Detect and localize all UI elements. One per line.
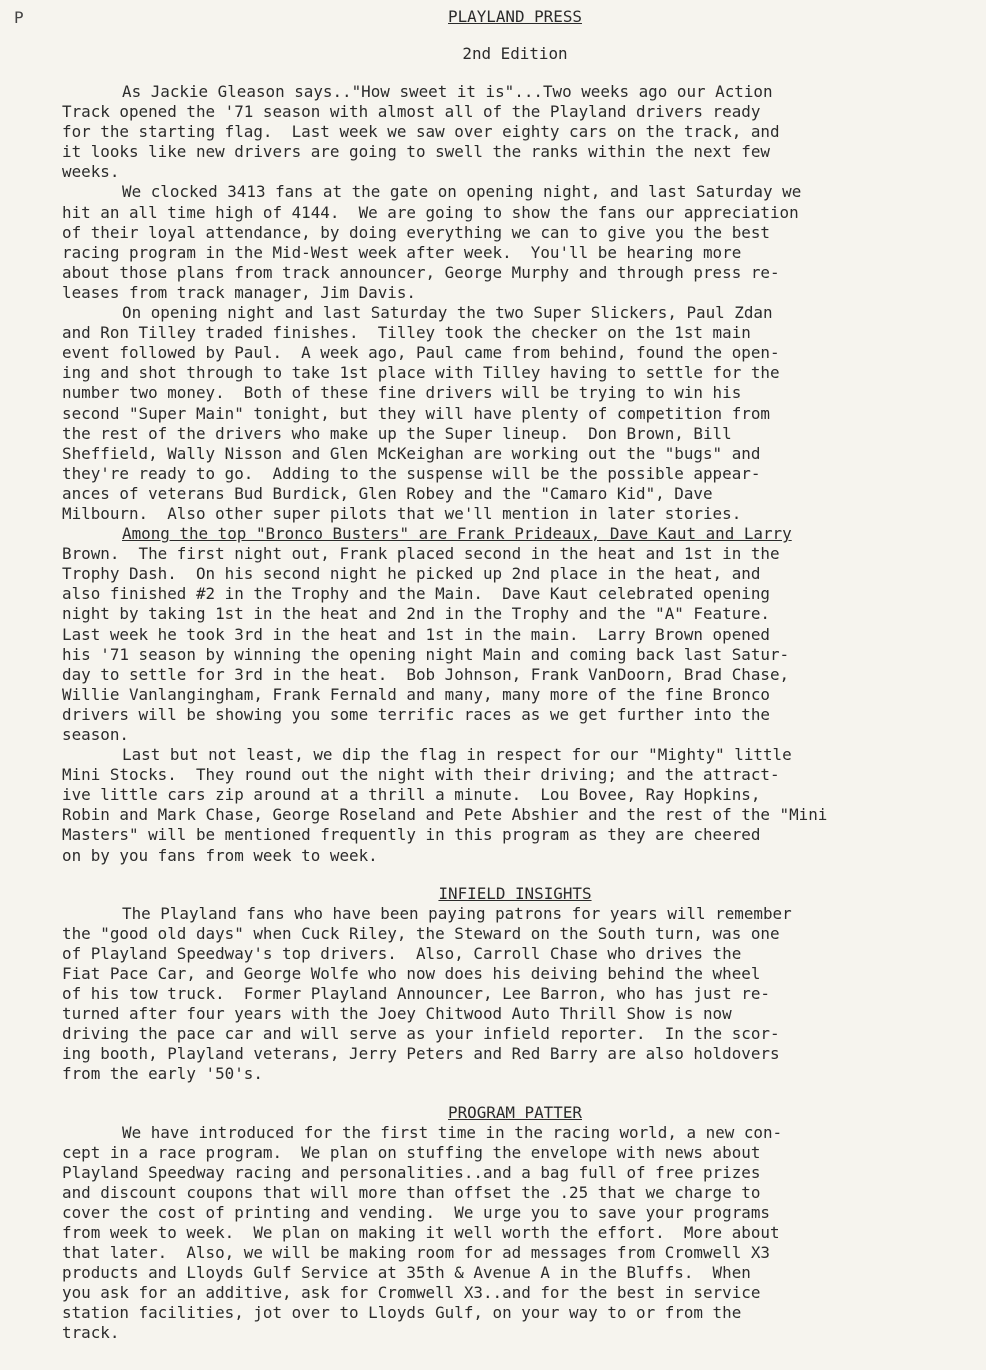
text-line: cept in a race program. We plan on stuffing the envelope with news about xyxy=(62,1142,761,1162)
text-line: the "good old days" when Cuck Riley, the Steward on the South turn, was one xyxy=(62,923,780,943)
text-line: Willie Vanlangingham, Frank Fernald and many, many more of the fine Bronco xyxy=(62,684,770,704)
text-line: of his tow truck. Former Playland Announcer, Lee Barron, who has just re- xyxy=(62,984,770,1004)
text-line: on by you fans from week to week. xyxy=(62,845,378,865)
text-line: and discount coupons that will more than offset the .25 that we charge to xyxy=(62,1182,761,1202)
text-line: that later. Also, we will be making room for ad messages from Cromwell X3 xyxy=(62,1243,770,1263)
text-line: drivers will be showing you some terrific races as we get further into the xyxy=(62,704,770,724)
text-line: ing and shot through to take 1st place with Tilley having to settle for the xyxy=(62,363,780,383)
section-infield-insights xyxy=(62,904,968,1085)
text-line: and Ron Tilley traded finishes. Tilley took the checker on the 1st main xyxy=(62,323,751,343)
text-line: As Jackie Gleason says.."How sweet it is"...Two weeks ago our Action xyxy=(122,82,773,101)
text-line: Robin and Mark Chase, George Roseland and Pete Abshier and the rest of the "Mini xyxy=(62,805,828,825)
document xyxy=(62,6,968,1344)
text-line: hit an all time high of 4144. We are going to show the fans our appreciation xyxy=(62,202,799,222)
text-line: his '71 season by winning the opening night Main and coming back last Satur- xyxy=(62,644,790,664)
text-line: season. xyxy=(62,725,129,744)
text-line: Last but not least, we dip the flag in respect for our "Mighty" little xyxy=(122,745,792,765)
text-line: the rest of the drivers who make up the Super lineup. Don Brown, Bill xyxy=(62,423,732,443)
text-line: cover the cost of printing and vending. We urge you to save your programs xyxy=(62,1202,770,1222)
text-line: Mini Stocks. They round out the night with their driving; and the attract- xyxy=(62,765,780,785)
text-line: Playland Speedway racing and personalities..and a bag full of free prizes xyxy=(62,1162,761,1182)
text-line: Last week he took 3rd in the heat and 1st in the main. Larry Brown opened xyxy=(62,624,770,644)
text-line: from the early '50's. xyxy=(62,1064,263,1084)
section-title-infield-insights: INFIELD INSIGHTS xyxy=(438,883,592,903)
text-line: Brown. The first night out, Frank placed second in the heat and 1st in the xyxy=(62,544,780,564)
text-line: track. xyxy=(62,1323,120,1343)
text-line: they're ready to go. Adding to the suspense will be the possible appear- xyxy=(62,463,761,483)
text-line: number two money. Both of these fine drivers will be trying to win his xyxy=(62,383,742,403)
text-line: Fiat Pace Car, and George Wolfe who now does his deiving behind the wheel xyxy=(62,963,761,983)
text-line: event followed by Paul. A week ago, Paul came from behind, found the open- xyxy=(62,343,780,363)
text-line: ing booth, Playland veterans, Jerry Peters and Red Barry are also holdovers xyxy=(62,1044,780,1064)
text-line: you ask for an additive, ask for Cromwell X3..and for the best in service xyxy=(62,1283,761,1303)
text-line: of Playland Speedway's top drivers. Also, Carroll Chase who drives the xyxy=(62,943,742,963)
text-line: day to settle for 3rd in the heat. Bob Johnson, Frank VanDoorn, Brad Chase, xyxy=(62,664,790,684)
text-line: We have introduced for the first time in the racing world, a new con- xyxy=(122,1122,783,1142)
text-line: leases from track manager, Jim Davis. xyxy=(62,282,416,302)
text-line: from week to week. We plan on making it well worth the effort. More about xyxy=(62,1222,780,1242)
section-intro xyxy=(62,82,968,866)
section-program-patter xyxy=(62,1123,968,1344)
text-line: Among the top "Bronco Busters" are Frank Prideaux, Dave Kaut and Larry xyxy=(122,524,792,544)
page-title: PLAYLAND PRESS xyxy=(448,7,582,26)
text-line: The Playland fans who have been paying patrons for years will remember xyxy=(122,903,792,923)
text-line: also finished #2 in the Trophy and the Main. Dave Kaut celebrated opening xyxy=(62,584,770,604)
text-line: driving the pace car and will serve as your infield reporter. In the scor- xyxy=(62,1024,780,1044)
text-line: it looks like new drivers are going to swell the ranks within the next few xyxy=(62,142,770,162)
text-line: Track opened the '71 season with almost all of the Playland drivers ready xyxy=(62,102,761,122)
text-line: for the starting flag. Last week we saw over eighty cars on the track, and xyxy=(62,122,780,142)
section-title-program-patter: PROGRAM PATTER xyxy=(448,1102,582,1122)
text-line: ive little cars zip around at a thrill a minute. Lou Bovee, Ray Hopkins, xyxy=(62,785,761,805)
text-line: Milbourn. Also other super pilots that we'll mention in later stories. xyxy=(62,503,742,523)
text-line: turned after four years with the Joey Chitwood Auto Thrill Show is now xyxy=(62,1004,732,1024)
text-line: On opening night and last Saturday the two Super Slickers, Paul Zdan xyxy=(122,303,773,323)
text-line: about those plans from track announcer, George Murphy and through press re- xyxy=(62,262,780,282)
text-line: We clocked 3413 fans at the gate on opening night, and last Saturday we xyxy=(122,182,802,202)
text-line: Masters" will be mentioned frequently in this program as they are cheered xyxy=(62,825,761,845)
text-line: ances of veterans Bud Burdick, Glen Robey and the "Camaro Kid", Dave xyxy=(62,483,713,503)
text-line: station facilities, jot over to Lloyds Gulf, on your way to or from the xyxy=(62,1303,742,1323)
text-line: weeks. xyxy=(62,162,120,182)
text-line: Trophy Dash. On his second night he picked up 2nd place in the heat, and xyxy=(62,564,761,584)
text-line: of their loyal attendance, by doing everything we can to give you the best xyxy=(62,222,770,242)
text-line: second "Super Main" tonight, but they will have plenty of competition from xyxy=(62,403,770,423)
page-letter: P xyxy=(14,8,24,27)
text-line: racing program in the Mid-West week after week. You'll be hearing more xyxy=(62,242,742,262)
edition-label: 2nd Edition xyxy=(462,44,568,63)
text-line: Sheffield, Wally Nisson and Glen McKeighan are working out the "bugs" and xyxy=(62,443,761,463)
text-line: night by taking 1st in the heat and 2nd in the Trophy and the "A" Feature. xyxy=(62,604,770,624)
text-line: products and Lloyds Gulf Service at 35th & Avenue A in the Bluffs. When xyxy=(62,1263,751,1283)
